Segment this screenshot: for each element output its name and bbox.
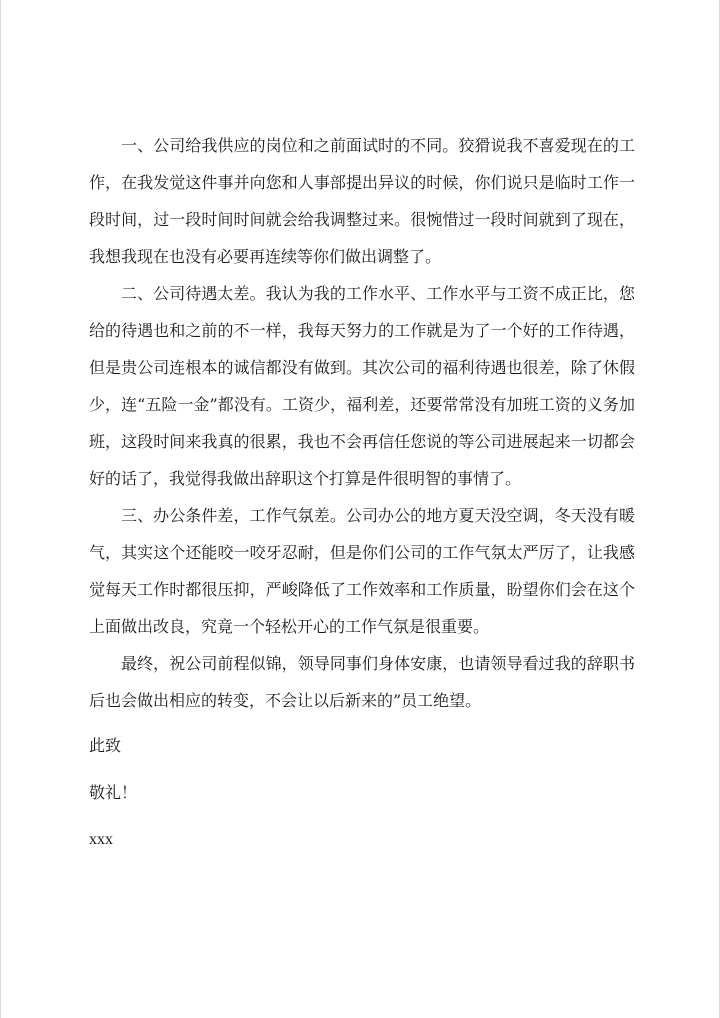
letter-body: [89, 127, 635, 858]
paragraph-2: 二、公司待遇太差。我认为我的工作水平、工作水平与工资不成正比，您给的待遇也和之前的不一样，我每天努力的工作就是为了一个好的工作待遇，但是贵公司连根本的诚信都没有做到。其次公司的福利待遇也很差，除了休假少，连“五险一金”都没有。工资少，福利差，还要常常没有加班工资的义务加班，这段时间来我真的很累，我也不会再信任您说的等公司进展起来一切都会好的话了，我觉得我做出辞职这个打算是件很明智的事情了。: [89, 284, 635, 488]
signature: xxx: [89, 831, 113, 848]
paragraph-1: 一、公司给我供应的岗位和之前面试时的不同。狡猾说我不喜爱现在的工作，在我发觉这件事并向您和人事部提出异议的时候，你们说只是临时工作一段时间，过一段时间时间就会给我调整过来。很惋惜过一段时间就到了现在，我想我现在也没有必要再连续等你们做出调整了。: [89, 136, 635, 266]
closing-regards: 此致: [89, 736, 122, 755]
spacer: [89, 811, 635, 821]
closing-salute: 敬礼！: [89, 783, 138, 802]
paragraph-3: 三、办公条件差，工作气氛差。公司办公的地方夏天没空调，冬天没有暖气，其实这个还能咬一咬牙忍耐，但是你们公司的工作气氛太严厉了，让我感觉每天工作时都很压抑，严峻降低了工作效率和工作质量，盼望你们会在这个上面做出改良，究竟一个轻松开心的工作气氛是很重要。: [89, 506, 635, 636]
spacer: [89, 764, 635, 774]
spacer: [89, 719, 635, 727]
paragraph-4: 最终，祝公司前程似锦，领导同事们身体安康，也请领导看过我的辞职书后也会做出相应的转变，不会让以后新来的”员工绝望。: [89, 654, 635, 710]
